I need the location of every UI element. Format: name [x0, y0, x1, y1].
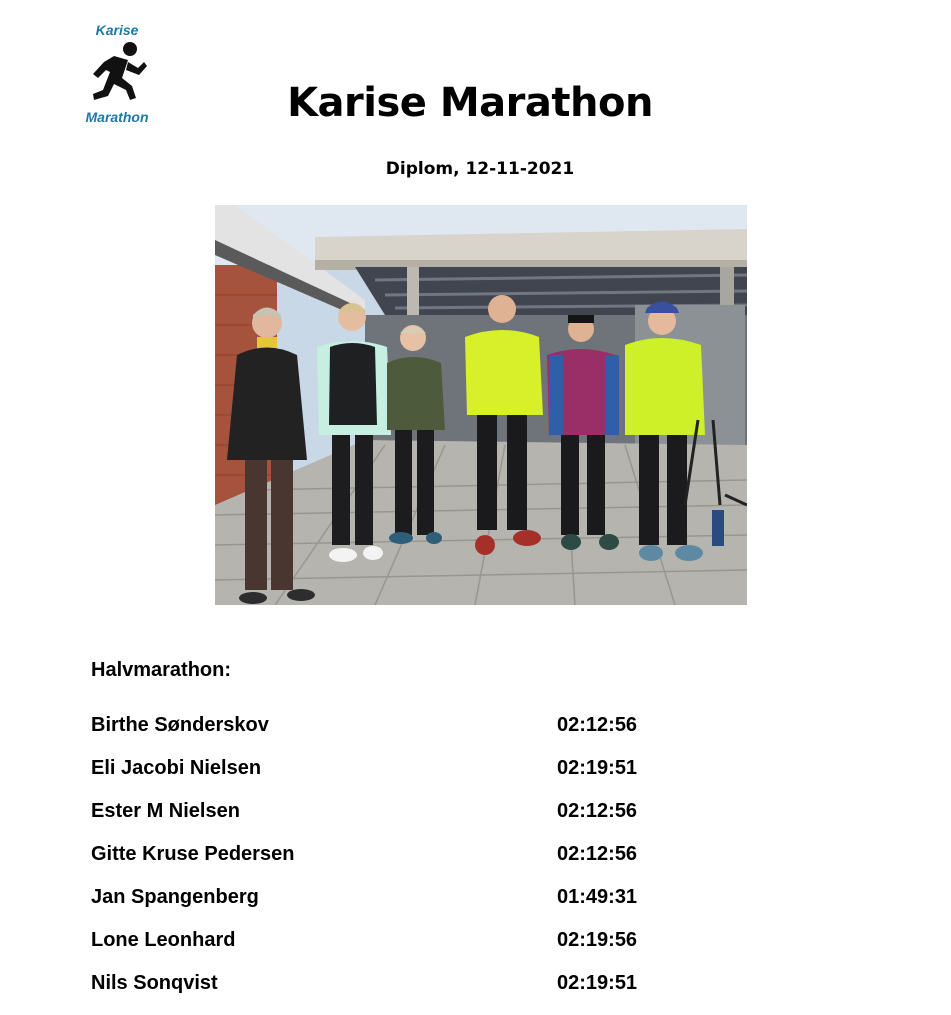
results-section-heading: Halvmarathon: [91, 659, 232, 681]
result-row [91, 714, 651, 757]
diploma-date: Diplom, 12-11-2021 [385, 159, 575, 179]
result-row [91, 800, 651, 843]
finish-time: 02:19:51 [557, 972, 638, 994]
runner-name: Gitte Kruse Pedersen [91, 843, 295, 865]
finish-time: 02:19:56 [557, 929, 638, 951]
finish-time: 02:12:56 [557, 800, 638, 822]
runner-name: Jan Spangenberg [91, 886, 259, 908]
logo-bottom-text: Marathon [85, 109, 149, 125]
group-photo-image [215, 205, 747, 605]
runner-name: Ester M Nielsen [91, 800, 240, 822]
runner-name: Nils Sonqvist [91, 972, 218, 994]
finish-time: 02:12:56 [557, 843, 638, 865]
page-title: Karise Marathon [287, 80, 653, 126]
finish-time: 01:49:31 [557, 886, 638, 908]
results-list [91, 714, 651, 1015]
logo-top-text: Karise [95, 22, 139, 38]
result-row [91, 929, 651, 972]
runner-name: Birthe Sønderskov [91, 714, 269, 736]
finish-time: 02:12:56 [557, 714, 638, 736]
runner-name: Eli Jacobi Nielsen [91, 757, 262, 779]
result-row [91, 843, 651, 886]
result-row [91, 757, 651, 800]
finish-time: 02:19:51 [557, 757, 638, 779]
result-row [91, 886, 651, 929]
runner-name: Lone Leonhard [91, 929, 236, 951]
result-row [91, 972, 651, 1015]
